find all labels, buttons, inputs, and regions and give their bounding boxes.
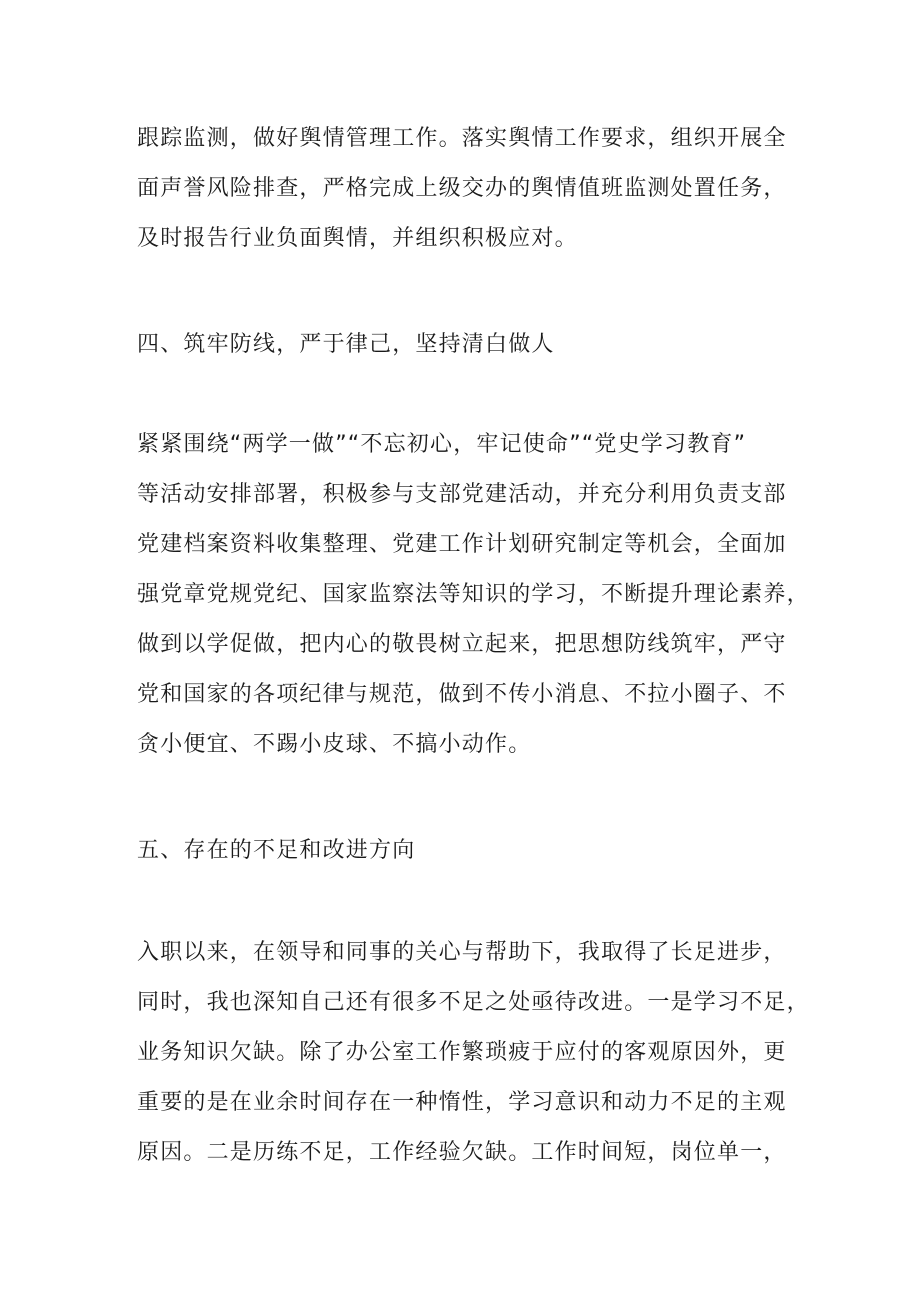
paragraph-1-line-1: 跟踪监测，做好舆情管理工作。落实舆情工作要求，组织开展全 [137,126,787,151]
paragraph-3-line-3: 党建档案资料收集整理、党建工作计划研究制定等机会，全面加 [137,532,787,557]
section-heading-5: 五、存在的不足和改进方向 [137,838,416,863]
paragraph-3-line-7: 贪小便宜、不踢小皮球、不搞小动作。 [137,732,532,757]
paragraph-5-line-3: 业务知识欠缺。除了办公室工作繁琐疲于应付的客观原因外，更 [137,1040,787,1065]
section-heading-4: 四、筑牢防线，严于律己，坚持清白做人 [137,332,555,357]
paragraph-5-line-1: 入职以来，在领导和同事的关心与帮助下，我取得了长足进步， [137,940,787,965]
paragraph-5-line-5: 原因。二是历练不足，工作经验欠缺。工作时间短，岗位单一， [137,1140,787,1165]
paragraph-3-line-4: 强党章党规党纪、国家监察法等知识的学习，不断提升理论素养， [137,582,810,607]
paragraph-5-line-2: 同时，我也深知自己还有很多不足之处亟待改进。一是学习不足， [137,990,810,1015]
paragraph-3-line-6: 党和国家的各项纪律与规范，做到不传小消息、不拉小圈子、不 [137,682,787,707]
paragraph-3-line-1: 紧紧围绕“两学一做”“不忘初心，牢记使命”“党史学习教育” [137,432,747,457]
paragraph-3-line-2: 等活动安排部署，积极参与支部党建活动，并充分利用负责支部 [137,482,787,507]
paragraph-3-line-5: 做到以学促做，把内心的敬畏树立起来，把思想防线筑牢，严守 [137,632,787,657]
paragraph-5-line-4: 重要的是在业余时间存在一种惰性，学习意识和动力不足的主观 [137,1090,787,1115]
paragraph-1-line-2: 面声誉风险排查，严格完成上级交办的舆情值班监测处置任务， [137,176,787,201]
paragraph-1-line-3: 及时报告行业负面舆情，并组织积极应对。 [137,226,578,251]
